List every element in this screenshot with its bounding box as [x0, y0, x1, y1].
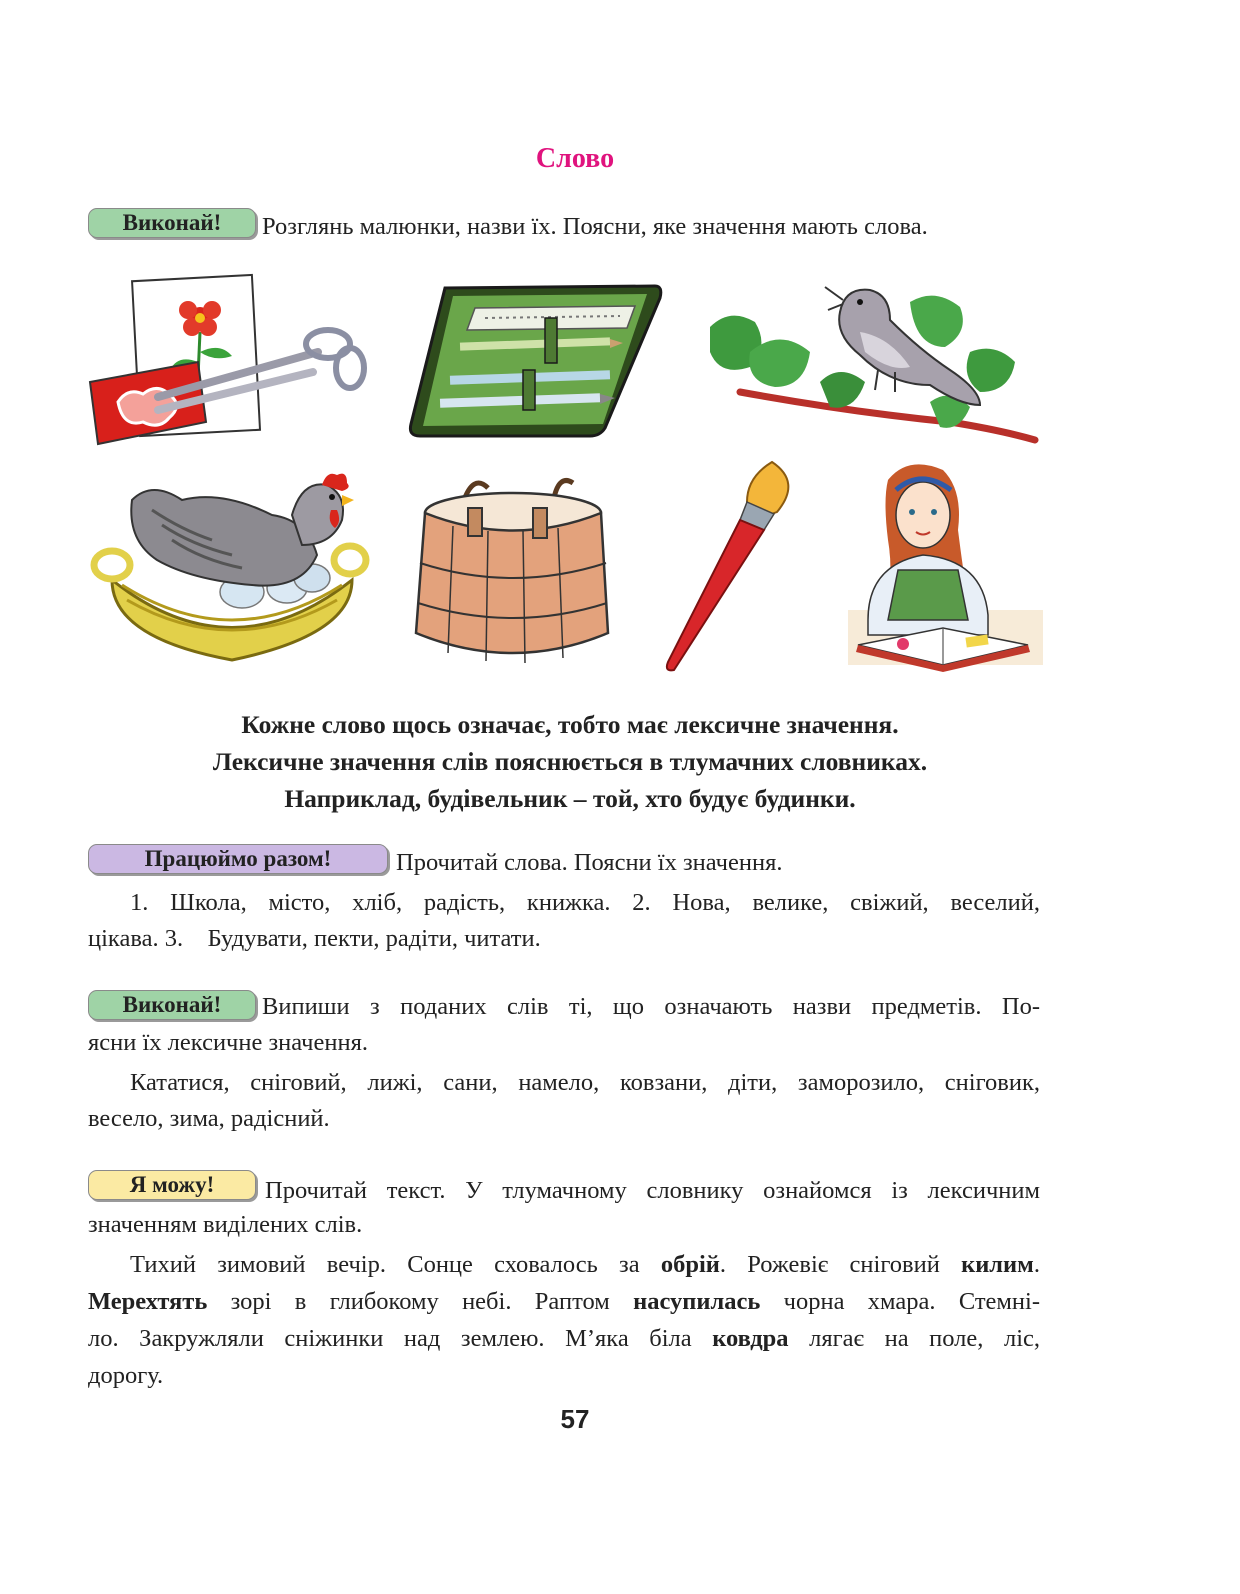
- story-line-1: Тихий зимовий вечір. Сонце сховалось за обрій. Рожевіє сніговий килим.: [130, 1251, 1040, 1278]
- pencil-case-picture: [405, 278, 665, 438]
- task2-text-line-2: цікава. 3. Будувати, пекти, радіти, читати.: [88, 925, 541, 952]
- task3-words-line-2: весело, зима, радісний.: [88, 1105, 330, 1132]
- task4-instruction-line-2: значенням виділених слів.: [88, 1211, 363, 1238]
- task3-instruction-line-2: ясни їх лексичне значення.: [88, 1029, 368, 1056]
- task-badge-do: Виконай!: [88, 208, 256, 238]
- girl-reading-picture: [848, 460, 1043, 680]
- task3-instruction-line-1: Випиши з поданих слів ті, що означають назви предметів. По-: [262, 993, 1040, 1020]
- story-line-2: Мерехтять зорі в глибокому небі. Раптом насупилась чорна хмара. Стемні-: [88, 1288, 1040, 1315]
- rule-line-2: Лексичне значення слів пояснюється в тлумачних словниках.: [212, 747, 928, 776]
- bird-picture: [700, 272, 1040, 447]
- story-line-4: дорогу.: [88, 1362, 164, 1389]
- task-badge-do-2: Виконай!: [88, 990, 256, 1020]
- task2-text-line-1: 1. Школа, місто, хліб, радість, книжка. 2. Нова, велике, свіжий, веселий,: [130, 889, 1040, 916]
- highlighted-word: ковдра: [712, 1325, 789, 1352]
- task4-instruction-line-1: Прочитай текст. У тлумачному словнику ознайомся із лексичним: [265, 1177, 1040, 1204]
- rule-line-3: Наприклад, будівельник – той, хто будує будинки.: [284, 784, 856, 813]
- story-line-3: ло. Закружляли сніжинки над землею. М’яка біла ковдра лягає на поле, ліс,: [88, 1325, 1040, 1352]
- bucket-picture: [408, 468, 618, 678]
- paintbrush-picture: [662, 458, 802, 678]
- highlighted-word: килим: [961, 1251, 1034, 1278]
- highlighted-word: Мерехтять: [88, 1288, 208, 1315]
- task-badge-work-together: Працюймо разом!: [88, 844, 388, 874]
- rule-line-1: Кожне слово щось означає, тобто має лексичне значення.: [241, 710, 899, 739]
- page-title: Слово: [535, 143, 615, 174]
- scissors-picture: [88, 272, 378, 452]
- highlighted-word: обрій: [660, 1251, 720, 1278]
- story-paragraph: [88, 1246, 1040, 1394]
- hen-picture: [92, 460, 372, 670]
- page-number: 57: [560, 1404, 590, 1434]
- task2-instruction: Прочитай слова. Поясни їх значення.: [396, 849, 783, 876]
- task-badge-i-can: Я можу!: [88, 1170, 256, 1200]
- task3-words-line-1: Кататися, сніговий, лижі, сани, намело, ковзани, діти, заморозило, сніговик,: [130, 1069, 1040, 1096]
- rule-text: [90, 706, 1050, 817]
- highlighted-word: насупилась: [633, 1288, 761, 1315]
- task1-instruction: Розглянь малюнки, назви їх. Поясни, яке значення мають слова.: [262, 213, 928, 240]
